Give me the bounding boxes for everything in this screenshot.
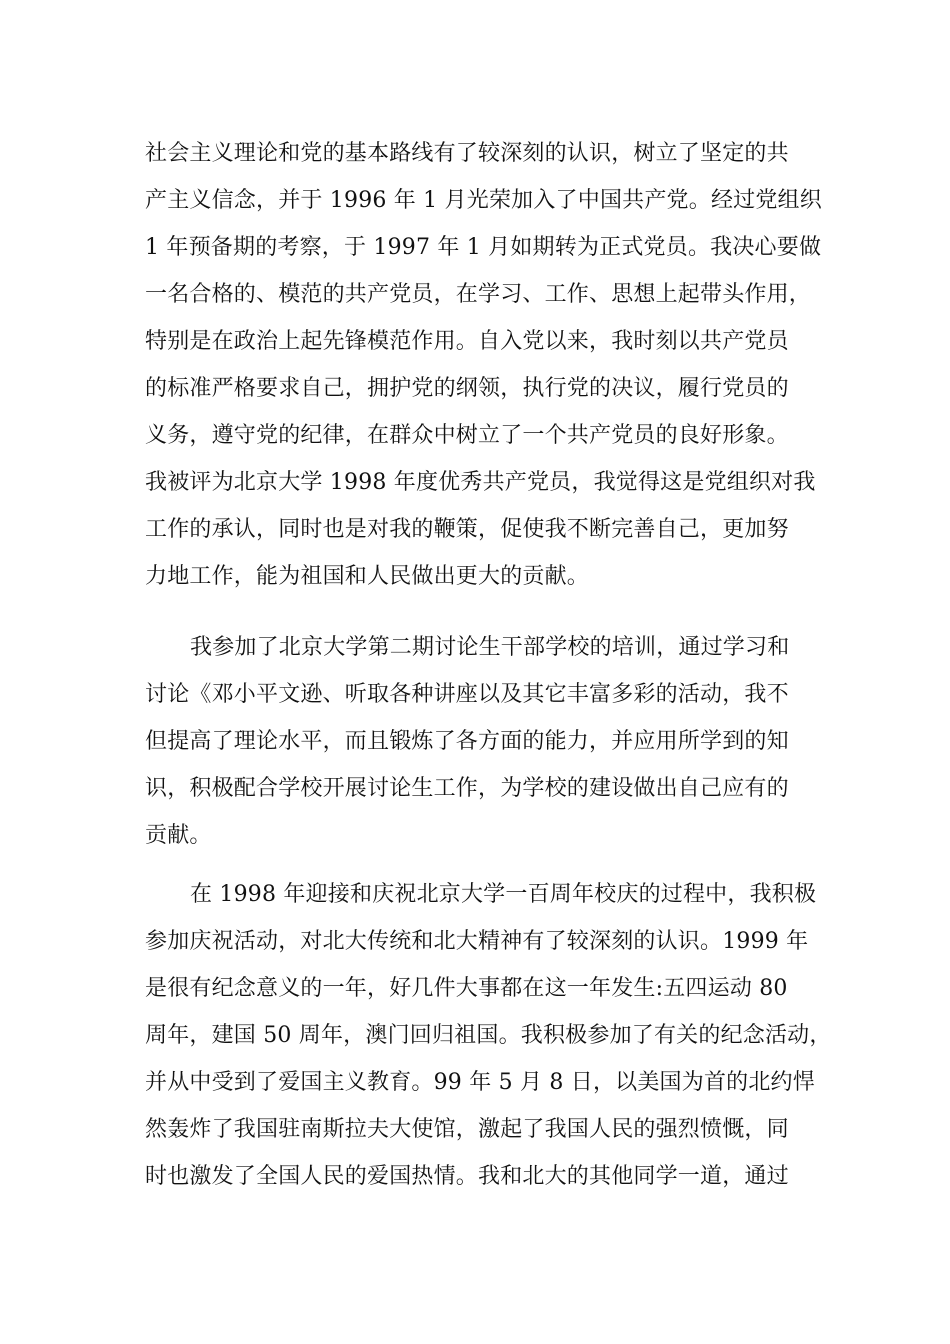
text-line: 并从中受到了爱国主义教育。99 年 5 月 8 日，以美国为首的北约悍 — [145, 1070, 815, 1095]
text-line: 讨论《邓小平文逊、听取各种讲座以及其它丰富多彩的活动，我不 — [145, 682, 789, 707]
text-line: 我被评为北京大学 1998 年度优秀共产党员，我觉得这是党组织对我 — [145, 470, 816, 495]
text-line: 的标准严格要求自己，拥护党的纲领，执行党的决议，履行党员的 — [145, 376, 789, 401]
text-line: 力地工作，能为祖国和人民做出更大的贡献。 — [145, 564, 590, 589]
text-line: 周年，建国 50 周年，澳门回归祖国。我积极参加了有关的纪念活动， — [145, 1023, 832, 1048]
text-line: 参加庆祝活动，对北大传统和北大精神有了较深刻的认识。1999 年 — [145, 929, 809, 954]
text-line: 然轰炸了我国驻南斯拉夫大使馆，激起了我国人民的强烈愤慨，同 — [145, 1117, 789, 1142]
text-line: 产主义信念，并于 1996 年 1 月光荣加入了中国共产党。经过党组织 — [145, 188, 822, 213]
text-line: 特别是在政治上起先锋模范作用。自入党以来，我时刻以共产党员 — [145, 329, 789, 354]
text-line: 一名合格的、模范的共产党员，在学习、工作、思想上起带头作用， — [145, 282, 812, 307]
text-line: 识，积极配合学校开展讨论生工作，为学校的建设做出自己应有的 — [145, 776, 789, 801]
text-line: 但提高了理论水平，而且锻炼了各方面的能力，并应用所学到的知 — [145, 729, 789, 754]
text-line: 时也激发了全国人民的爱国热情。我和北大的其他同学一道，通过 — [145, 1164, 789, 1189]
text-line: 工作的承认，同时也是对我的鞭策，促使我不断完善自己，更加努 — [145, 517, 789, 542]
text-line: 1 年预备期的考察，于 1997 年 1 月如期转为正式党员。我决心要做 — [145, 235, 822, 260]
text-line: 贡献。 — [145, 823, 212, 848]
text-line: 社会主义理论和党的基本路线有了较深刻的认识，树立了坚定的共 — [145, 141, 789, 166]
paragraph-first-line: 我参加了北京大学第二期讨论生干部学校的培训，通过学习和 — [190, 635, 790, 660]
text-line: 是很有纪念意义的一年，好几件大事都在这一年发生:五四运动 80 — [145, 976, 788, 1001]
text-line: 义务，遵守党的纪律，在群众中树立了一个共产党员的良好形象。 — [145, 423, 789, 448]
paragraph-first-line: 在 1998 年迎接和庆祝北京大学一百周年校庆的过程中，我积极 — [190, 882, 817, 907]
